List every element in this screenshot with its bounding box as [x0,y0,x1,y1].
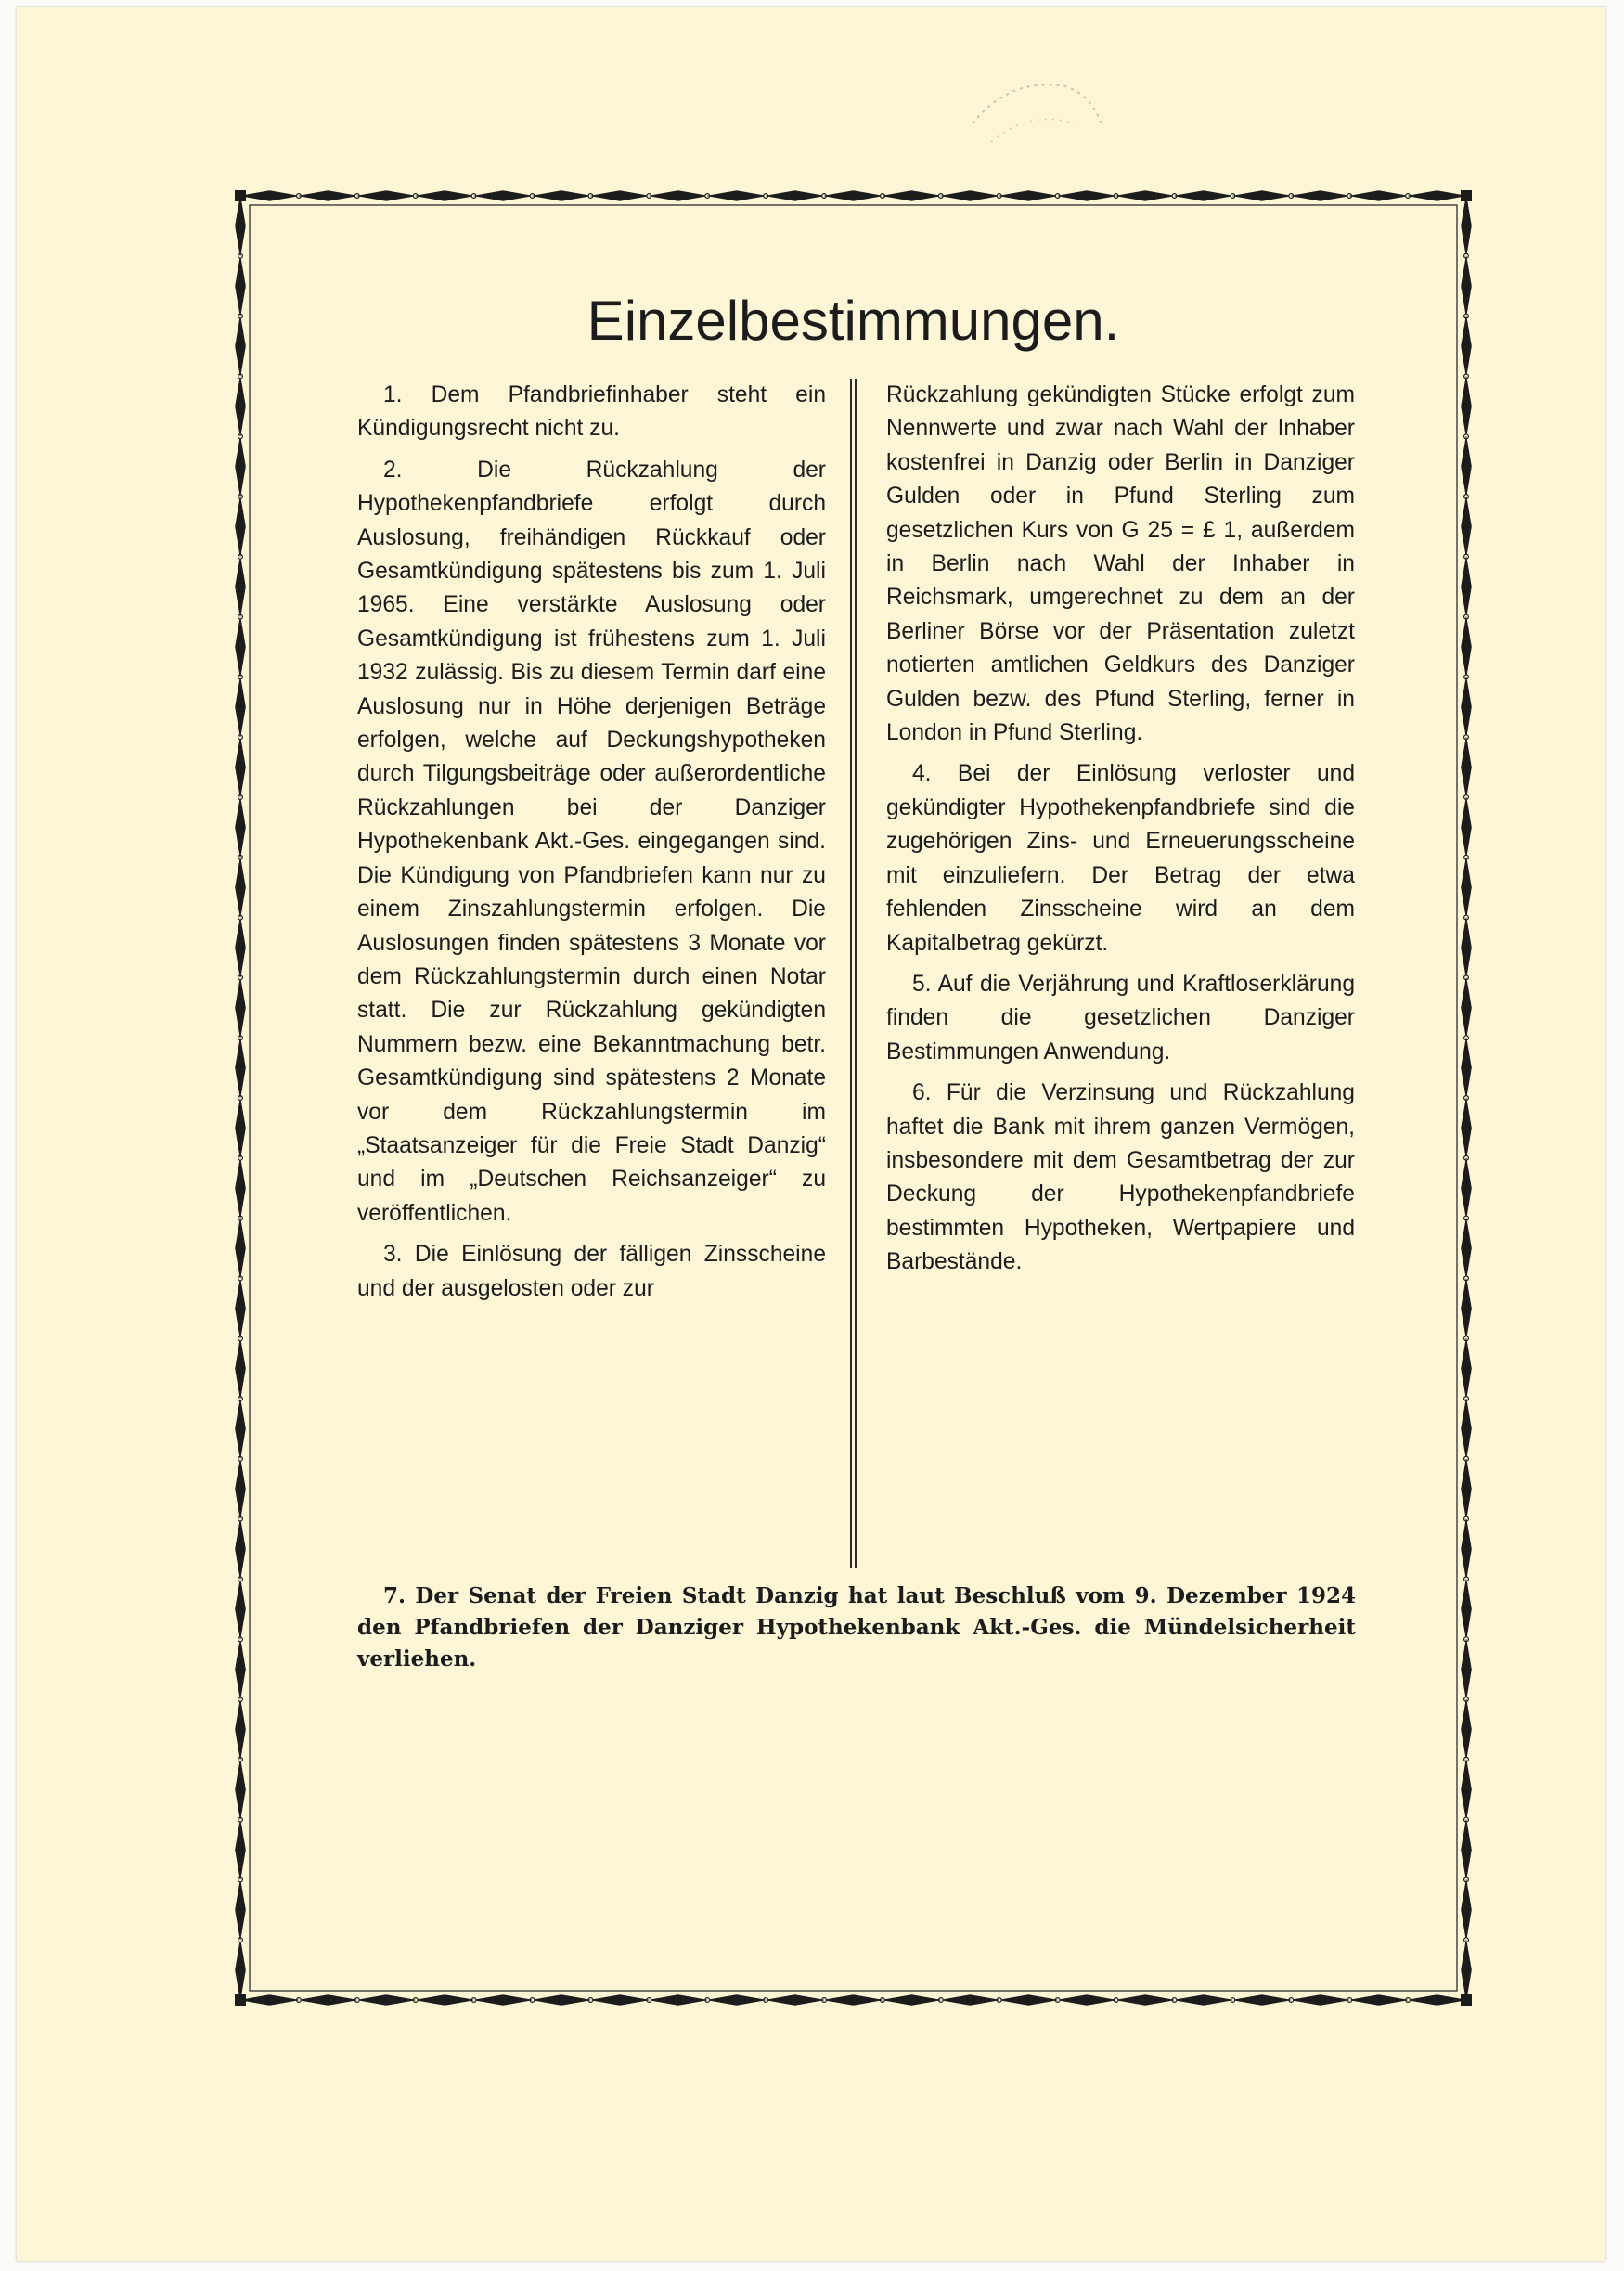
document-title: Einzelbestimmungen. [586,290,1120,352]
faded-stamp-mark [954,58,1112,170]
document-sheet [17,7,1605,2261]
clause-7-bold: 7. Der Senat der Freien Stadt Danzig hat laut Beschluß vom 9. Dezember 1924 den Pfandbriefen der Danziger Hypothekenbank Akt.-Ges. die Mündelsicherheit verliehen. [357,1583,1356,1671]
column-separator [850,379,857,1568]
clause-5: 5. Auf die Verjährung und Kraftloserklärung finden die gesetzlichen Danziger Bestimmungen Anwendung. [886,971,1355,1065]
clause-1: 1. Dem Pfandbriefinhaber steht ein Kündigungsrecht nicht zu. [357,382,826,442]
ornamental-border [233,188,1474,2007]
clause-3-start: 3. Die Einlösung der fälligen Zinsscheine und der ausgelosten oder zur [357,1242,826,1301]
clause-4: 4. Bei der Einlösung verloster und gekündigter Hypothekenpfandbriefe sind die zugehörigen Zins- und Erneuerungsscheine mit einzuliefern. Der Betrag der etwa fehlenden Zinsscheine wird an dem Kapitalbetrag gekürzt. [886,761,1355,956]
clause-3-continuation: Rückzahlung gekündigten Stücke erfolgt zum Nennwerte und zwar nach Wahl der Inhaber kostenfrei in Danzig oder Berlin in Danziger Gulden oder in Pfund Sterling zum gesetzlichen Kurs von G 25 = £ 1, außerdem in Berlin nach Wahl der Inhaber in Reichsmark, umgerechnet zu dem an der Berliner Börse vor der Präsentation zuletzt notierten amtlichen Geldkurs des Danziger Gulden bezw. des Pfund Sterling, ferner in London in Pfund Sterling. [886,382,1355,746]
left-column [357,379,826,1313]
clause-6: 6. Für die Verzinsung und Rückzahlung haftet die Bank mit ihrem ganzen Vermögen, insbesondere mit dem Gesamtbetrag der zur Deckung der Hypothekenpfandbriefe bestimmten Hypotheken, Wertpapiere und Barbestände. [886,1080,1355,1275]
right-column [886,379,1355,1287]
clause-2: 2. Die Rückzahlung der Hypothekenpfandbriefe erfolgt durch Auslosung, freihändigen Rückkauf oder Gesamtkündigung spätestens bis zum 1. Juli 1965. Eine verstärkte Auslosung oder Gesamtkündigung ist frühestens zum 1. Juli 1932 zulässig. Bis zu diesem Termin darf eine Auslosung nur in Höhe derjenigen Beträge erfolgen, welche auf Deckungshypotheken durch Tilgungsbeiträge oder außerordentliche Rückzahlungen bei der Danziger Hypothekenbank Akt.-Ges. eingegangen sind. Die Kündigung von Pfandbriefen kann nur zu einem Zinszahlungstermin erfolgen. Die Auslosungen finden spätestens 3 Monate vor dem Rückzahlungstermin durch einen Notar statt. Die zur Rückzahlung gekündigten Nummern bezw. eine Bekanntmachung betr. Gesamtkündigung sind spätestens 2 Monate vor dem Rückzahlungstermin im „Staatsanzeiger für die Freie Stadt Danzig“ und im „Deutschen Reichsanzeiger“ zu veröffentlichen. [357,457,826,1226]
